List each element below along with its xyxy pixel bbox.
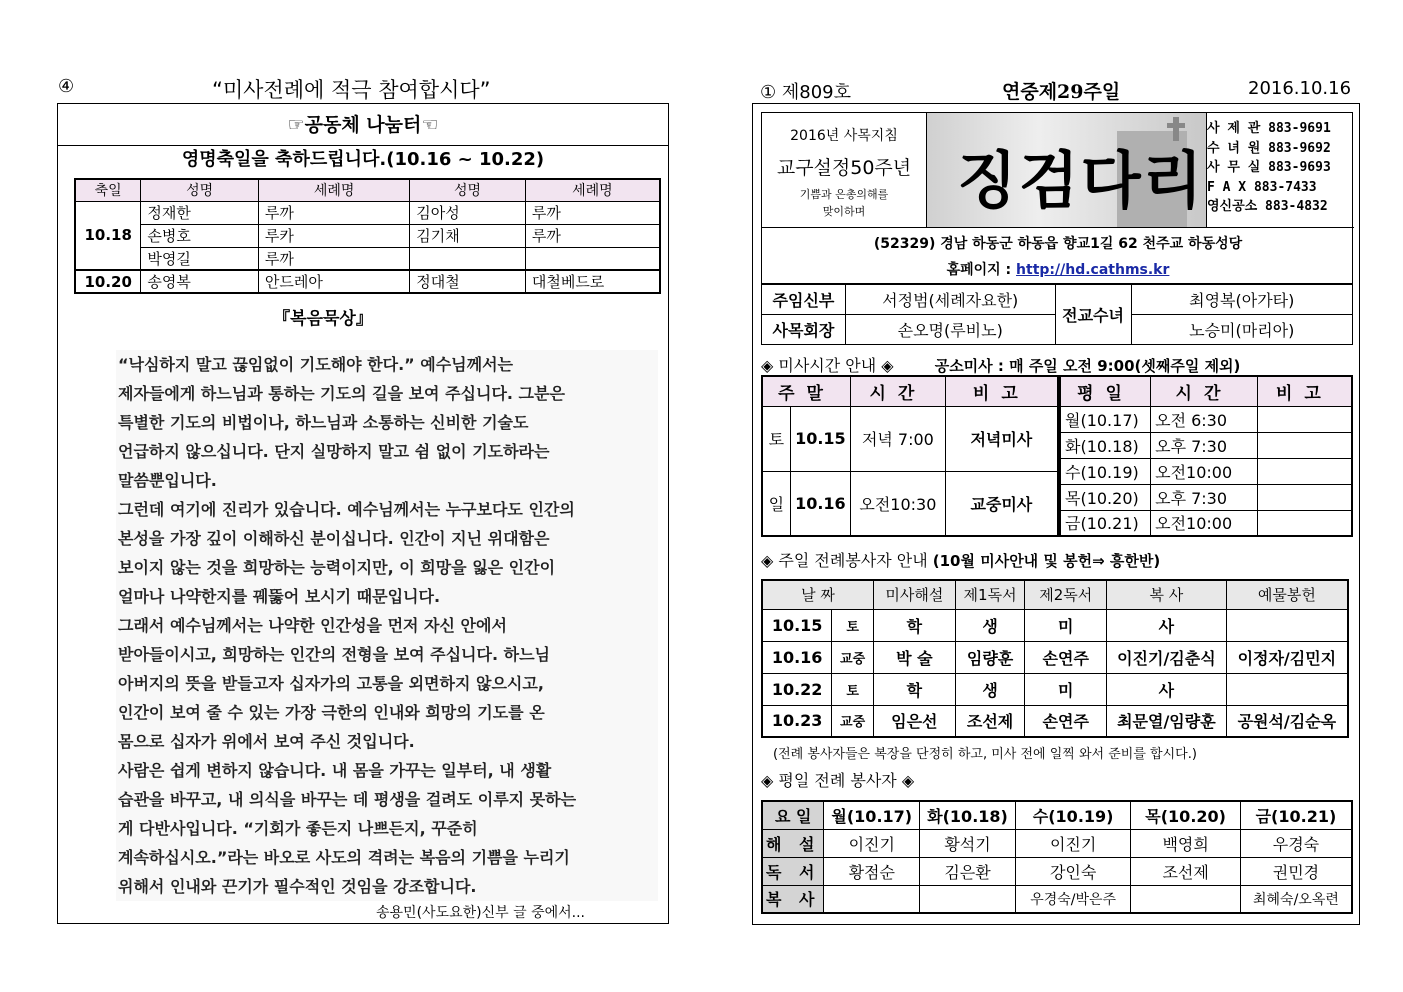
feast-baptismal: 루까 [258,201,409,224]
council-name: 손오명(루비노) [845,315,1055,345]
mass-day: 수(10.19) [1060,458,1151,484]
table-row [75,201,660,224]
servers-header: 날 짜 [762,580,874,609]
sister-name: 노승미(마리아) [1131,315,1353,345]
gospel-line: 언급하지 않으십니다. 단지 실망하지 말고 쉼 없이 기도하라는 [118,442,550,461]
table-row [762,641,1348,673]
feast-table [74,178,661,294]
pastor-name: 서정범(세례자요한) [845,285,1055,315]
mass-note [1257,484,1352,510]
table-row [75,224,660,247]
table-row [762,705,1348,737]
gospel-line: 몸으로 십자가 위에서 보여 주신 것입니다. [118,732,415,751]
server-commentator: 임은선 [874,705,956,737]
wk-cell: 백영희 [1131,829,1241,857]
server-commentator: 학 [874,609,956,641]
gospel-title: 『복음묵상』 [273,309,373,329]
wk-cell: 강인숙 [1015,857,1131,885]
weekday-servers-title: ◈ 평일 전례 봉사자 ◈ [761,771,915,790]
mass-note: 교중미사 [945,471,1058,536]
feast-baptismal: 루카 [258,224,409,247]
feast-name: 손병호 [141,224,259,247]
wk-cell: 이진기 [1015,829,1131,857]
mass-day: 월(10.17) [1060,406,1151,432]
feast-name: 박영길 [141,247,259,270]
table-row [762,857,1352,885]
homepage-label: 홈페이지 : [946,262,1012,278]
pastoral-motto [762,113,927,227]
server-date: 10.23 [762,705,832,737]
motto-sub-line: 기쁨과 은총의해를 [799,188,889,201]
table-row [1060,432,1352,458]
mass-note [1257,432,1352,458]
gospel-line: 사람은 쉽게 변하지 않습니다. 내 몸을 가꾸는 일부터, 내 생활 [118,761,552,780]
feast-name: 정대철 [410,270,526,293]
church-photo [927,113,1207,227]
mass-time: 저녁 7:00 [851,406,946,471]
wk-role: 복 사 [762,885,824,913]
feast-baptismal: 루까 [525,224,660,247]
gospel-line: 계속하십시오.”라는 바오로 사도의 격려는 복음의 기쁨을 누리기 [118,848,570,867]
wk-cell: 황석기 [920,829,1016,857]
gospel-line: 그런데 여기에 진리가 있습니다. 예수님께서는 누구보다도 인간의 [118,500,575,519]
wk-cell: 최혜숙/오옥련 [1240,885,1352,913]
mass-day: 목(10.20) [1060,484,1151,510]
contact-item: 사 무 실 883-9693 [1207,160,1331,175]
mass-note [1257,406,1352,432]
mission-mass-note: 공소미사 : 매 주일 오전 9:00(셋째주일 제외) [934,357,1241,375]
feast-name [410,247,526,270]
mass-day: 금(10.21) [1060,510,1151,536]
table-row [1060,484,1352,510]
contact-item: 영신공소 883-4832 [1207,199,1328,214]
council-label: 사목회장 [762,315,846,345]
mass-note [1257,510,1352,536]
server-offering: 이정자/김민지 [1226,641,1348,673]
feast-date: 10.20 [75,270,141,293]
wk-header: 목(10.20) [1131,801,1241,829]
gospel-line: 특별한 기도의 비법이나, 하느님과 소통하는 신비한 기술도 [118,413,529,432]
contact-item: F A X 883-7433 [1207,179,1317,195]
contact-item: 수 녀 원 883-9692 [1207,140,1331,156]
wk-cell: 우경숙/박은주 [1015,885,1131,913]
liturgical-week: 연중제29주일 [1002,81,1121,103]
gospel-line: 게 다반사입니다. “기회가 좋든지 나쁘든지, 꾸준히 [118,819,478,838]
table-row [762,471,1058,536]
server-altar: 사 [1107,673,1227,705]
servers-header: 미사해설 [874,580,956,609]
server-reader2: 미 [1025,673,1107,705]
mass-time: 오전10:30 [851,471,946,536]
mass-time: 오후 7:30 [1151,432,1258,458]
mass-date: 10.16 [790,471,850,536]
feast-header-baptismal: 세례명 [525,179,660,201]
mass-date: 10.15 [790,406,850,471]
server-mass-type: 교중 [832,641,874,673]
contact-item: 사 제 관 883-9691 [1207,121,1331,136]
time-header: 시간 [1151,376,1258,406]
gospel-line: 습관을 바꾸고, 내 의식을 바꾸는 데 평생을 걸려도 이루지 못하는 [118,790,577,809]
table-row [1060,458,1352,484]
server-reader2: 손연주 [1025,641,1107,673]
server-reader2: 미 [1025,609,1107,641]
paper-title: 징검다리 [957,144,1205,217]
wk-role: 해 설 [762,829,824,857]
table-row [762,673,1348,705]
homepage [762,257,1354,283]
servers-title: ◈ 주일 전례봉사자 안내 [761,551,928,570]
wk-header: 화(10.18) [920,801,1016,829]
feast-name: 정재한 [141,201,259,224]
server-mass-type: 토 [832,673,874,705]
time-header: 시간 [851,376,946,406]
gospel-line: 그래서 예수님께서는 나약한 인간성을 먼저 자신 안에서 [118,616,507,635]
gospel-line: 제자들에게 하느님과 통하는 기도의 길을 보여 주십니다. 그분은 [118,384,565,403]
server-mass-type: 교중 [832,705,874,737]
feast-header-name: 성명 [141,179,259,201]
server-reader1: 임량훈 [955,641,1025,673]
server-offering [1226,609,1348,641]
server-offering [1226,673,1348,705]
table-row [762,609,1348,641]
feast-name: 김아성 [410,201,526,224]
note-header: 비고 [1257,376,1352,406]
homepage-link[interactable]: http://hd.cathms.kr [1016,262,1170,278]
pastor-label: 주임신부 [762,285,846,315]
server-date: 10.22 [762,673,832,705]
feast-baptismal: 루까 [525,201,660,224]
wk-role: 독 서 [762,857,824,885]
bulletin-front [752,103,1360,925]
section-title: ☞공동체 나눔터☜ [58,104,668,146]
table-row [75,247,660,270]
feast-date: 10.18 [75,201,141,270]
page-number [760,78,851,104]
gospel-line: 받아들이시고, 희망하는 인간의 전형을 보여 주십니다. 하느님 [118,645,550,664]
issue-number: 제809호 [781,82,852,103]
motto-sub [762,186,926,220]
wk-cell: 권민경 [1240,857,1352,885]
feast-baptismal [525,247,660,270]
mass-times-heading [761,353,1240,376]
motto-sub-line: 맞이하며 [822,205,866,218]
table-row [1060,406,1352,432]
mass-note [1257,458,1352,484]
wk-header: 월(10.17) [824,801,920,829]
weekday-servers-table [761,800,1353,914]
table-row [762,885,1352,913]
sunday-servers-table [761,579,1349,738]
mass-day: 토 [762,406,790,471]
issue-date: 2016.10.16 [1248,78,1352,99]
mass-time: 오전10:00 [1151,510,1258,536]
address: (52329) 경남 하동군 하동읍 향교1길 62 천주교 하동성당 [873,236,1243,252]
weekday-header: 평일 [1060,376,1151,406]
server-altar: 사 [1107,609,1227,641]
note-header: 비고 [945,376,1058,406]
address-block [762,227,1354,285]
feast-baptismal: 안드레아 [258,270,409,293]
wk-header: 금(10.21) [1240,801,1352,829]
slogan: “미사전례에 적극 참여합시다” [212,78,491,102]
server-commentator: 박 술 [874,641,956,673]
gospel-line: 말씀뿐입니다. [118,471,217,490]
feast-title: 영명축일을 축하드립니다.(10.16 ~ 10.22) [181,149,545,170]
servers-header: 복 사 [1107,580,1227,609]
server-reader1: 조선제 [955,705,1025,737]
page-no: ① [760,82,777,103]
mass-title: ◈ 미사시간 안내 ◈ [761,356,894,375]
mass-day: 일 [762,471,790,536]
feast-header-name: 성명 [410,179,526,201]
servers-header: 제1독서 [955,580,1025,609]
server-mass-type: 토 [832,609,874,641]
server-commentator: 학 [874,673,956,705]
wk-cell: 이진기 [824,829,920,857]
masthead [761,112,1353,284]
sister-label: 전교수녀 [1055,285,1131,345]
server-date: 10.15 [762,609,832,641]
table-row [762,829,1352,857]
server-reader2: 손연주 [1025,705,1107,737]
server-altar: 이진기/김춘식 [1107,641,1227,673]
table-row [762,406,1058,471]
servers-sub: (10월 미사안내 및 봉헌⇒ 흥한반) [932,552,1161,570]
feast-name: 송영복 [141,270,259,293]
gospel-line: 보이지 않는 것을 희망하는 능력이지만, 이 희망을 잃은 인간이 [118,558,556,577]
gospel-line: 얼마나 나약한지를 꿰뚫어 보시기 때문입니다. [118,587,441,606]
servers-header: 제2독서 [1025,580,1107,609]
staff-table [761,284,1353,345]
cross-bar-icon [1167,123,1185,128]
wk-cell: 김은환 [920,857,1016,885]
wk-cell [824,885,920,913]
server-date: 10.16 [762,641,832,673]
gospel-line: 본성을 가장 깊이 이해하신 분이십니다. 인간이 지닌 위대함은 [118,529,550,548]
weekday-mass-table [1059,375,1353,537]
servers-heading [761,548,1160,571]
server-reader1: 생 [955,609,1025,641]
feast-header-baptismal: 세례명 [258,179,409,201]
table-row [75,270,660,293]
weekend-header: 주말 [762,376,851,406]
server-offering: 공원석/김순옥 [1226,705,1348,737]
feast-baptismal: 대철베드로 [525,270,660,293]
wk-cell: 우경숙 [1240,829,1352,857]
mass-time: 오후 7:30 [1151,484,1258,510]
mass-time: 오전10:00 [1151,458,1258,484]
wk-header: 요 일 [762,801,824,829]
feast-baptismal: 루까 [258,247,409,270]
mass-day: 화(10.18) [1060,432,1151,458]
wk-cell [1131,885,1241,913]
wk-cell: 황점순 [824,857,920,885]
wk-cell [920,885,1016,913]
weekend-mass-table [761,375,1059,537]
motto-year: 2016년 사목지침 [790,128,898,144]
gospel-meditation [116,350,658,901]
community-board [57,103,669,924]
wk-cell: 조선제 [1131,857,1241,885]
mass-note: 저녁미사 [945,406,1058,471]
sister-name: 최영복(아가타) [1131,285,1353,315]
feast-name: 김기채 [410,224,526,247]
page-number: ④ [58,76,75,97]
gospel-line: “낙심하지 말고 끊임없이 기도해야 한다.” 예수님께서는 [118,355,513,374]
feast-header-date: 축일 [75,179,141,201]
gospel-line: 인간이 보여 줄 수 있는 가장 극한의 인내와 희망의 기도를 온 [118,703,545,722]
servers-note: (전례 봉사자들은 복장을 단정히 하고, 미사 전에 일찍 와서 준비를 합시다.) [773,747,1197,762]
contact-list [1207,119,1352,217]
server-altar: 최문열/임량훈 [1107,705,1227,737]
mass-time: 오전 6:30 [1151,406,1258,432]
wk-header: 수(10.19) [1015,801,1131,829]
table-row [1060,510,1352,536]
gospel-source: 송용민(사도요한)신부 글 중에서... [376,905,585,921]
gospel-line: 위해서 인내와 끈기가 필수적인 것임을 강조합니다. [118,877,477,896]
server-reader1: 생 [955,673,1025,705]
servers-header: 예물봉헌 [1226,580,1348,609]
motto-main: 교구설정50주년 [776,157,912,179]
gospel-line: 아버지의 뜻을 받들고자 십자가의 고통을 외면하지 않으시고, [118,674,544,693]
